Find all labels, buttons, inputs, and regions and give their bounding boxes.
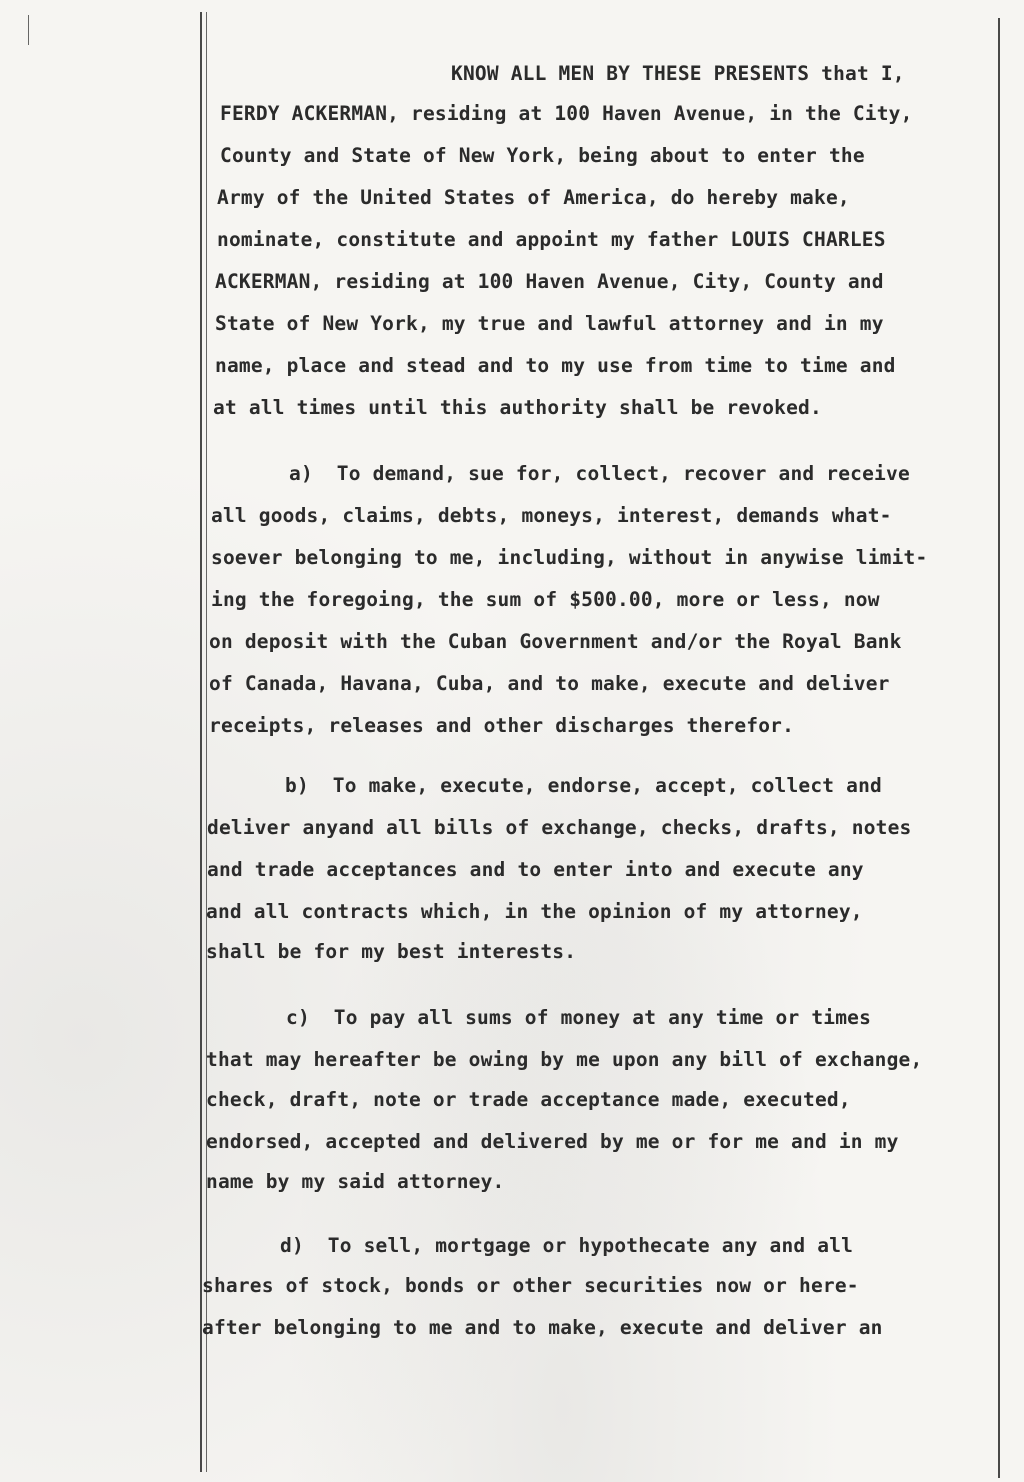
- clause-a-line-6: of Canada, Havana, Cuba, and to make, execute and deliver: [209, 672, 890, 695]
- clause-c-line-4: endorsed, accepted and delivered by me or for me and in my: [206, 1130, 899, 1153]
- clause-a-line-1: a) To demand, sue for, collect, recover and receive: [289, 462, 910, 485]
- clause-b-line-4: and all contracts which, in the opinion of my attorney,: [206, 900, 863, 923]
- preamble-line-3: County and State of New York, being about to enter the: [220, 144, 865, 167]
- left-margin-rule: [200, 12, 202, 1472]
- preamble-line-8: name, place and stead and to my use from time to time and: [215, 354, 896, 377]
- preamble-line-4: Army of the United States of America, do hereby make,: [217, 186, 850, 209]
- preamble-line-1: KNOW ALL MEN BY THESE PRESENTS that I,: [451, 62, 905, 85]
- clause-b-line-1: b) To make, execute, endorse, accept, collect and: [285, 774, 882, 797]
- clause-d-line-2: shares of stock, bonds or other securities now or here-: [202, 1274, 859, 1297]
- clause-c-line-1: c) To pay all sums of money at any time or times: [286, 1006, 872, 1029]
- preamble-line-5: nominate, constitute and appoint my father LOUIS CHARLES: [217, 228, 886, 251]
- clause-d-line-1: d) To sell, mortgage or hypothecate any and all: [280, 1234, 854, 1257]
- clause-c-line-2: that may hereafter be owing by me upon any bill of exchange,: [206, 1048, 923, 1071]
- left-margin-rule-inner: [206, 12, 207, 1472]
- clause-a-line-2: all goods, claims, debts, moneys, interest, demands what-: [211, 504, 892, 527]
- clause-d-line-3: after belonging to me and to make, execute and deliver an: [202, 1316, 883, 1339]
- clause-a-line-4: ing the foregoing, the sum of $500.00, more or less, now: [211, 588, 880, 611]
- clause-a-line-5: on deposit with the Cuban Government and/or the Royal Bank: [209, 630, 902, 653]
- preamble-line-2: FERDY ACKERMAN, residing at 100 Haven Avenue, in the City,: [220, 102, 913, 125]
- preamble-line-6: ACKERMAN, residing at 100 Haven Avenue, City, County and: [215, 270, 884, 293]
- preamble-line-9: at all times until this authority shall be revoked.: [213, 396, 822, 419]
- clause-c-line-3: check, draft, note or trade acceptance made, executed,: [206, 1088, 851, 1111]
- corner-mark: [28, 15, 29, 45]
- clause-b-line-3: and trade acceptances and to enter into and execute any: [207, 858, 864, 881]
- preamble-line-7: State of New York, my true and lawful attorney and in my: [215, 312, 884, 335]
- clause-b-line-2: deliver anyand all bills of exchange, checks, drafts, notes: [207, 816, 912, 839]
- clause-b-line-5: shall be for my best interests.: [206, 940, 577, 963]
- clause-a-line-7: receipts, releases and other discharges therefor.: [209, 714, 795, 737]
- right-margin-rule: [998, 18, 1000, 1478]
- clause-a-line-3: soever belonging to me, including, without in anywise limit-: [211, 546, 928, 569]
- clause-c-line-5: name by my said attorney.: [206, 1170, 505, 1193]
